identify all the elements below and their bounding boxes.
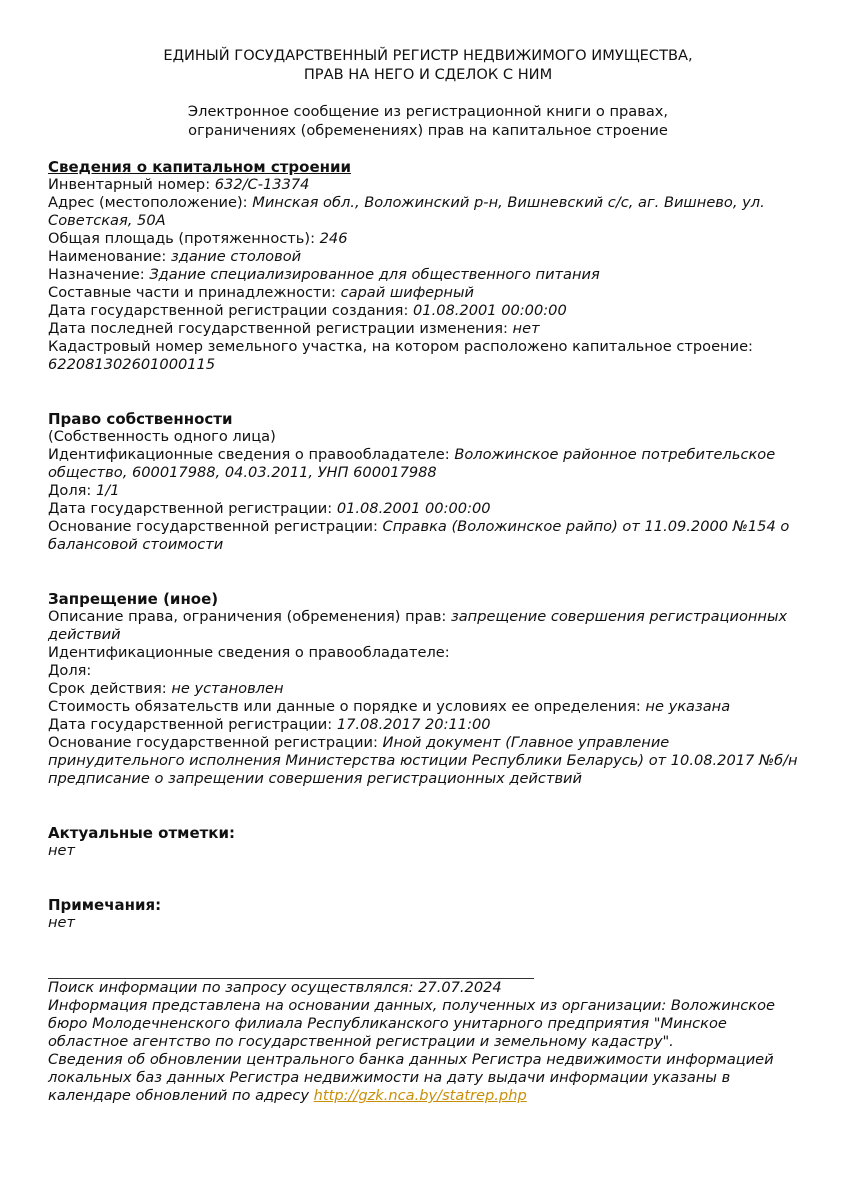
- field-address: [48, 194, 808, 230]
- marks-value: нет: [48, 842, 76, 859]
- field-value: Иной документ (Главное управление принудительного исполнения Министерства юстиции Республики Беларусь) от 10.08.2017 №б/н предписание о запрещении совершения регистрационных действий: [48, 734, 798, 787]
- field-last-change-date: [48, 320, 808, 338]
- field-value: 01.08.2001 00:00:00: [413, 302, 567, 319]
- field-label: Инвентарный номер:: [48, 176, 215, 193]
- field-label: Дата последней государственной регистрации изменения:: [48, 320, 513, 337]
- field-registration-basis: [48, 734, 808, 788]
- field-components: [48, 284, 808, 302]
- field-total-area: [48, 230, 808, 248]
- field-label: Доля:: [48, 482, 96, 499]
- field-purpose: [48, 266, 808, 284]
- building-section: [48, 158, 808, 374]
- field-value: сарай шиферный: [340, 284, 474, 301]
- subtitle-line-1: Электронное сообщение из регистрационной книги о правах,: [187, 103, 669, 120]
- field-value: 246: [319, 230, 348, 247]
- field-value: не установлен: [171, 680, 284, 697]
- field-registration-date: [48, 500, 808, 518]
- field-validity-term: [48, 680, 808, 698]
- field-label: Кадастровый номер земельного участка, на котором расположено капитальное строение:: [48, 338, 753, 355]
- marks-section: [48, 824, 808, 860]
- document-page: [48, 46, 808, 1105]
- field-share: [48, 482, 808, 500]
- updates-text: Сведения об обновлении центрального банка данных Регистра недвижимости информацией локальных баз данных Регистра недвижимости на дату выдачи информации указаны в календаре обновлений по адресу: [48, 1051, 774, 1104]
- field-inventory-number: [48, 176, 808, 194]
- subtitle-line-2: ограничениях (обременениях) прав на капитальное строение: [188, 122, 668, 139]
- field-creation-date: [48, 302, 808, 320]
- field-label: Стоимость обязательств или данные о порядке и условиях ее определения:: [48, 698, 646, 715]
- marks-section-title: Актуальные отметки:: [48, 824, 235, 842]
- field-label: Назначение:: [48, 266, 150, 283]
- field-value: здание столовой: [170, 248, 302, 265]
- field-cadastral-number: [48, 338, 808, 374]
- field-value: нет: [512, 320, 540, 337]
- notes-section-title: Примечания:: [48, 896, 162, 914]
- ownership-type: (Собственность одного лица): [48, 428, 276, 445]
- restriction-section: [48, 590, 808, 788]
- field-rightholder: [48, 644, 808, 662]
- field-restriction-description: [48, 608, 808, 644]
- updates-info: [48, 1051, 808, 1105]
- field-obligation-cost: [48, 698, 808, 716]
- field-label: Наименование:: [48, 248, 171, 265]
- title-line-1: ЕДИНЫЙ ГОСУДАРСТВЕННЫЙ РЕГИСТР НЕДВИЖИМОГО ИМУЩЕСТВА,: [163, 47, 693, 64]
- notes-value: нет: [48, 914, 76, 931]
- field-label: Дата государственной регистрации:: [48, 500, 337, 517]
- field-value: Воложинское районное потребительское общество, 600017988, 04.03.2011, УНП 600017988: [48, 446, 776, 481]
- field-value: 632/С-13374: [214, 176, 310, 193]
- ownership-section-title: Право собственности: [48, 410, 233, 428]
- field-value: 01.08.2001 00:00:00: [336, 500, 491, 517]
- field-label: Описание права, ограничения (обременения) прав:: [48, 608, 451, 625]
- field-rightholder: [48, 446, 808, 482]
- field-registration-date: [48, 716, 808, 734]
- field-value: 622081302601000115: [48, 356, 216, 373]
- field-label: Адрес (местоположение):: [48, 194, 253, 211]
- field-label: Дата государственной регистрации создания:: [48, 302, 413, 319]
- field-value: Справка (Воложинское райпо) от 11.09.2000 №154 о балансовой стоимости: [48, 518, 790, 553]
- field-label: Основание государственной регистрации:: [48, 518, 383, 535]
- document-footer: [48, 978, 808, 1105]
- document-subheader: [48, 102, 808, 140]
- field-label: Идентификационные сведения о правообладателе:: [48, 644, 450, 661]
- field-label: Доля:: [48, 662, 92, 679]
- search-date: Поиск информации по запросу осуществлялся: 27.07.2024: [48, 979, 502, 996]
- field-label: Идентификационные сведения о правообладателе:: [48, 446, 455, 463]
- building-rows: [48, 176, 808, 374]
- field-share: [48, 662, 808, 680]
- data-source: Информация представлена на основании данных, полученных из организации: Воложинское бюро Молодечненского филиала Республиканского унитарного предприятия "Минское областное агентство по государственной регистрации и земельному кадастру".: [48, 997, 775, 1050]
- field-value: 1/1: [96, 482, 120, 499]
- field-registration-basis: [48, 518, 808, 554]
- document-header: [48, 46, 808, 84]
- field-label: Дата государственной регистрации:: [48, 716, 337, 733]
- field-value: Минская обл., Воложинский р-н, Вишневский с/с, аг. Вишнево, ул. Советская, 50А: [48, 194, 765, 229]
- field-value: Здание специализированное для общественного питания: [149, 266, 600, 283]
- field-label: Общая площадь (протяженность):: [48, 230, 320, 247]
- field-label: Составные части и принадлежности:: [48, 284, 341, 301]
- notes-section: [48, 896, 808, 932]
- field-name: [48, 248, 808, 266]
- title-line-2: ПРАВ НА НЕГО И СДЕЛОК С НИМ: [303, 66, 553, 83]
- field-value: не указана: [645, 698, 731, 715]
- statrep-link[interactable]: http://gzk.nca.by/statrep.php: [313, 1087, 527, 1104]
- field-value: запрещение совершения регистрационных действий: [48, 608, 788, 643]
- restriction-section-title: Запрещение (иное): [48, 590, 219, 608]
- field-label: Основание государственной регистрации:: [48, 734, 383, 751]
- field-value: 17.08.2017 20:11:00: [336, 716, 491, 733]
- ownership-section: [48, 410, 808, 554]
- building-section-title: Сведения о капитальном строении: [48, 158, 352, 176]
- field-label: Срок действия:: [48, 680, 172, 697]
